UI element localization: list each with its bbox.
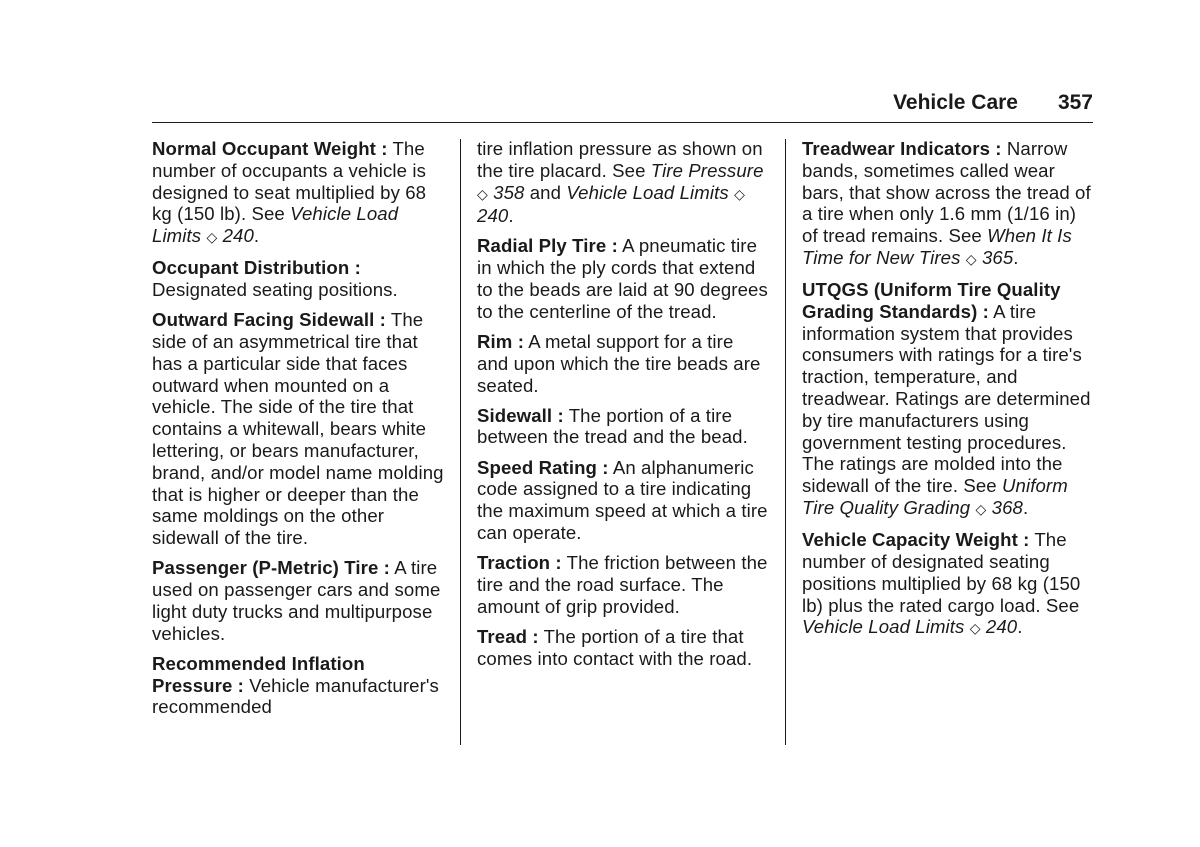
glossary-text: . [1017, 616, 1023, 638]
glossary-term: Traction : [477, 552, 562, 574]
cross-reference-title: Vehicle Load Limits [152, 203, 399, 247]
glossary-term: Speed Rating : [477, 456, 609, 478]
glossary-text: . [508, 205, 514, 227]
page-reference-icon: ◇ [969, 620, 981, 637]
cross-reference-link[interactable] [802, 616, 1017, 637]
text-column-2 [477, 138, 769, 678]
glossary-text: A tire information system that provides consumers with ratings for a tire's traction, temperature, and treadwear. Ratings are determined by tire manufacturers using government testing procedures. The ratings are molded into the sidewall of the tire. See [802, 300, 1091, 497]
column-divider [460, 139, 461, 745]
glossary-text: The friction between the tire and the road surface. The amount of grip provided. [477, 552, 768, 617]
glossary-text: A pneumatic tire in which the ply cords that extend to the beads are laid at 90 degrees to the centerline of the tread. [477, 235, 768, 322]
glossary-entry-passenger-tire [152, 557, 446, 644]
glossary-term: Treadwear Indicators : [802, 138, 1002, 159]
page-header [152, 88, 1093, 123]
glossary-term: Radial Ply Tire : [477, 235, 618, 257]
glossary-entry-rim [477, 331, 769, 396]
cross-reference-page: 358 [487, 181, 525, 203]
glossary-text: The portion of a tire between the tread and the bead. [477, 404, 748, 448]
glossary-entry-vehicle-capacity-weight [802, 529, 1094, 640]
glossary-entry-treadwear-indicators [802, 138, 1094, 271]
glossary-entry-traction [477, 552, 769, 617]
glossary-term: Passenger (P-Metric) Tire : [152, 557, 390, 579]
glossary-text: . [253, 225, 260, 247]
glossary-text: Designated seating positions. [152, 279, 398, 301]
glossary-text: Narrow bands, sometimes called wear bars, that show across the tread of a tire when only 1.6 mm (1/16 in) of tread remains. See [802, 138, 1091, 247]
glossary-entry-utqgs [802, 279, 1094, 521]
glossary-entry-continuation [477, 138, 769, 227]
text-column-1 [152, 138, 446, 726]
glossary-text: The number of designated seating positions multiplied by 68 kg (150 lb) plus the rated cargo load. See [802, 529, 1081, 616]
glossary-text: . [1022, 497, 1029, 519]
text-column-3 [802, 138, 1094, 648]
glossary-text: An alphanumeric code assigned to a tire indicating the maximum speed at which a tire can operate. [477, 456, 768, 543]
glossary-term: Tread : [477, 625, 539, 647]
glossary-text: The side of an asymmetrical tire that has a particular side that faces outward when mounted on a vehicle. The side of the tire that contains a whitewall, bears white lettering, or bears manufacturer, brand, and/or model name molding that is higher or deeper than the same moldings on the other sidewall of the tire. [152, 309, 444, 549]
glossary-term: Occupant Distribution : [152, 257, 361, 279]
page-reference-icon: ◇ [206, 229, 218, 246]
cross-reference-page: 240 [980, 616, 1018, 638]
glossary-entry-radial-ply-tire [477, 235, 769, 322]
glossary-entry-outward-facing-sidewall [152, 309, 446, 549]
glossary-text: A tire used on passenger cars and some light duty trucks and multipurpose vehicles. [152, 557, 441, 644]
glossary-entry-recommended-inflation-pressure [152, 653, 446, 718]
glossary-entry-sidewall [477, 405, 769, 449]
page-number: 357 [1057, 91, 1093, 114]
cross-reference-page: 240 [477, 205, 509, 227]
cross-reference-title: When It Is Time for New Tires [802, 225, 1072, 268]
glossary-text: The number of occupants a vehicle is designed to seat multiplied by 68 kg (150 lb). See [152, 138, 427, 225]
glossary-term: Rim : [477, 330, 524, 352]
cross-reference-title: Vehicle Load Limits [802, 616, 965, 638]
page-reference-icon: ◇ [477, 185, 488, 202]
cross-reference-page: 240 [217, 225, 254, 247]
section-title: Vehicle Care [893, 91, 1018, 114]
glossary-term: UTQGS (Uniform Tire Quality Grading Standards) : [802, 279, 1061, 322]
page-reference-icon: ◇ [965, 250, 977, 267]
page-reference-icon: ◇ [734, 185, 745, 202]
glossary-text: The portion of a tire that comes into contact with the road. [477, 625, 753, 669]
glossary-term: Normal Occupant Weight : [152, 138, 388, 159]
glossary-text: . [1013, 246, 1019, 268]
glossary-entry-tread [477, 626, 769, 670]
cross-reference-title: Vehicle Load Limits [566, 181, 729, 203]
glossary-entry-speed-rating [477, 457, 769, 544]
glossary-text: tire inflation pressure as shown on the tire placard. See [477, 138, 763, 181]
glossary-text: A metal support for a tire and upon which the tire beads are seated. [477, 330, 761, 396]
page-reference-icon: ◇ [975, 501, 987, 518]
glossary-term: Sidewall : [477, 404, 564, 426]
glossary-entry-normal-occupant-weight [152, 138, 446, 249]
cross-reference-page: 368 [986, 497, 1023, 519]
cross-reference-page: 365 [976, 246, 1014, 268]
column-divider [785, 139, 786, 745]
glossary-term: Recommended Inflation Pressure : [152, 652, 365, 696]
cross-reference-title: Tire Pressure [650, 159, 764, 181]
glossary-text: Vehicle manufacturer's recommended [152, 674, 439, 718]
glossary-term: Vehicle Capacity Weight : [802, 529, 1030, 551]
glossary-text: and [524, 181, 567, 203]
cross-reference-title: Uniform Tire Quality Grading [802, 475, 1068, 519]
glossary-term: Outward Facing Sidewall : [152, 309, 386, 331]
glossary-entry-occupant-distribution [152, 257, 446, 301]
